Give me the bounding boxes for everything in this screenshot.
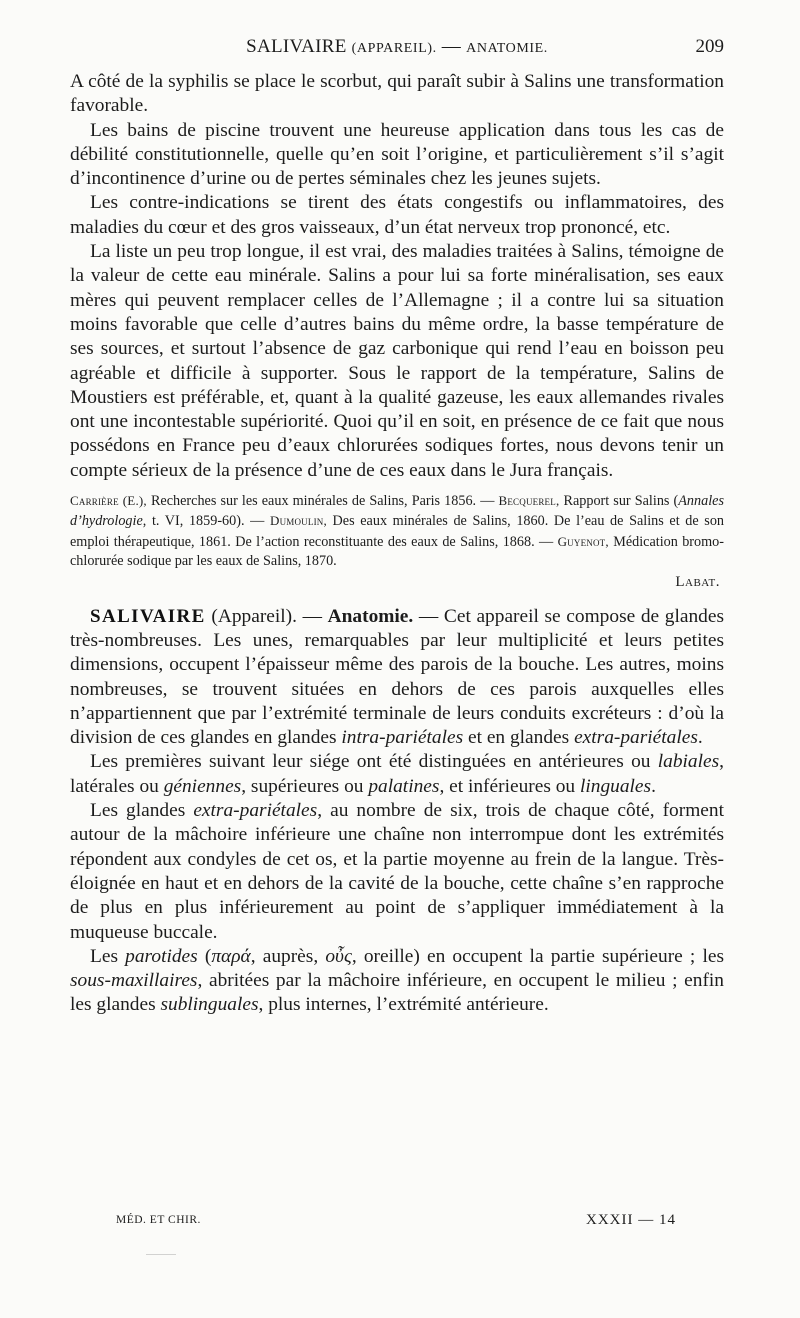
greek-para: παρά <box>211 945 251 967</box>
running-title <box>70 36 724 58</box>
term-palatines: palatines <box>368 775 440 797</box>
biblio-author: Guyenot, <box>557 533 609 549</box>
biblio-text: Rapport sur Salins ( <box>559 493 679 510</box>
biblio-text: Des eaux minérales de Salins, 1860. De l’eau de Salins et de son emploi thérapeutique, 1861. De l’action reconstituante des eaux de Salins, 1868. — <box>70 513 725 550</box>
term-parotides: parotides <box>125 945 198 967</box>
paragraph-premieres: Les premières suivant leur siége ont été distinguées en antérieures ou labiales, latérales ou géniennes, supérieures ou palatines, et inférieures ou linguales. <box>70 751 724 797</box>
paragraph-scorbut: A côté de la syphilis se place le scorbut, qui paraît subir à Salins une transformation favorable. <box>70 71 724 117</box>
term-geniennes: géniennes <box>163 775 242 797</box>
running-title-section: ANATOMIE. <box>466 41 548 56</box>
printer-mark <box>146 1248 176 1255</box>
biblio-text: , t. VI, 1859-60). — <box>142 513 270 530</box>
biblio-journal: Annales d’hydrologie <box>70 493 724 530</box>
term-sous-maxillaires: sous-maxillaires <box>70 970 198 992</box>
running-title-paren: (APPAREIL). <box>351 41 437 56</box>
greek-ous: οὖς <box>325 945 352 967</box>
running-title-main: SALIVAIRE <box>246 36 347 57</box>
biblio-text: Médication bromo-chlorurée sodique par les eaux de Salins, 1870. <box>70 533 724 570</box>
biblio-author: Carrière (E.), <box>70 493 147 509</box>
article-section: Anatomie. <box>327 605 414 627</box>
footer-volume: XXXII — 14 <box>586 1212 676 1228</box>
term-sublinguales: sublinguales <box>160 994 259 1016</box>
running-title-dash: — <box>441 36 462 57</box>
article-salivaire: SALIVAIRE (Appareil). — Anatomie. — Cet appareil se compose de glandes très-nombreuses. Les unes, remarquables par leur multiplicité et leurs petites dimensions, occupent l’épaisseur même des parois de la bouche. Les autres, moins nombreuses, se trouvent situées en dehors de ces parois auxquelles elles n’appartiennent que par l’extrémité terminale de leurs conduits excréteurs : d’où la division de ces glandes en glandes intra-pariétales et en glandes extra-pariétales. <box>70 605 724 749</box>
spacer <box>70 591 724 605</box>
article-paren: (Appareil). — <box>205 605 328 627</box>
biblio-author: Dumoulin, <box>269 513 327 529</box>
biblio-text: Recherches sur les eaux minérales de Salins, Paris 1856. — <box>146 493 499 510</box>
paragraph-parotides: Les parotides (παρά, auprès, οὖς, oreille) en occupent la partie supérieure ; les sous-maxillaires, abritées par la mâchoire inférieure, en occupent le milieu ; enfin les glandes sublinguales, plus internes, l’extrémité antérieure. <box>70 945 724 1016</box>
running-head <box>70 36 724 70</box>
page-number: 209 <box>695 36 724 57</box>
term-linguales: linguales <box>579 775 652 797</box>
paragraph-bains-piscine: Les bains de piscine trouvent une heureuse application dans tous les cas de débilité constitutionnelle, quelle qu’en soit l’origine, et particulièrement s’il s’agit d’incontinence d’urine ou de pertes séminales chez les jeunes sujets. <box>70 119 724 190</box>
page <box>70 36 724 1018</box>
article-text: — Cet appareil se compose de glandes très-nombreuses. Les unes, remarquables par leur multiplicité et leurs petites dimensions, occupent l’épaisseur même des parois de la bouche. Les autres, moins nombreuses, se trouvent situées en dehors de ces parois auxquelles elles n’appartiennent que par l’extrémité terminale de leurs conduits excréteurs : d’où la division de ces glandes en glandes <box>70 605 724 749</box>
bibliography <box>70 491 724 572</box>
footer-signature-mark: MÉD. ET CHIR. <box>116 1214 201 1226</box>
term-labiales: labiales <box>657 751 720 773</box>
term-intra: intra-pariétales <box>341 727 464 749</box>
paragraph-liste-maladies: La liste un peu trop longue, il est vrai, des maladies traitées à Salins, témoigne de la valeur de cette eau minérale. Salins a pour lui sa forte minéralisation, ses eaux mères qui peuvent remplacer celles de l’Allemagne ; il a contre lui sa situation moins favorable que celle d’autres bains du même ordre, la basse température de ses sources, et surtout l’absence de gaz carbonique qui rend l’eau en boisson peu agréable et difficile à supporter. Sous le rapport de la température, Salins de Moustiers est préférable, et, quant à la qualité gazeuse, les eaux allemandes rivales ont une incontestable supériorité. Quoi qu’il en soit, en présence de ce fait que nous possédons en France peu d’eaux chlorurées sodiques fortes, nous devons tenir un compte sérieux de la présence d’une de ces eaux dans le Jura français. <box>70 241 724 481</box>
article-headword: SALIVAIRE <box>90 605 206 627</box>
term-extra: extra-pariétales <box>574 727 698 749</box>
author-signature: Labat. <box>675 573 720 590</box>
paragraph-contre-indications: Les contre-indications se tirent des états congestifs ou inflammatoires, des maladies du cœur et des gros vaisseaux, d’un état nerveux trop prononcé, etc. <box>70 192 724 238</box>
term-extra-parietales: extra-pariétales <box>193 800 318 822</box>
biblio-author: Becquerel, <box>498 493 560 509</box>
paragraph-extra-parietales: Les glandes extra-pariétales, au nombre de six, trois de chaque côté, forment autour de la mâchoire inférieure une chaîne non interrompue dont les extrémités répondent aux condyles de cet os, et la partie moyenne au frein de la langue. Très-éloignée en haut et en dehors de la cavité de la bouche, cette chaîne s’en rapproche de plus en plus inférieurement au point de s’appliquer immédiatement à la muqueuse buccale. <box>70 800 724 943</box>
